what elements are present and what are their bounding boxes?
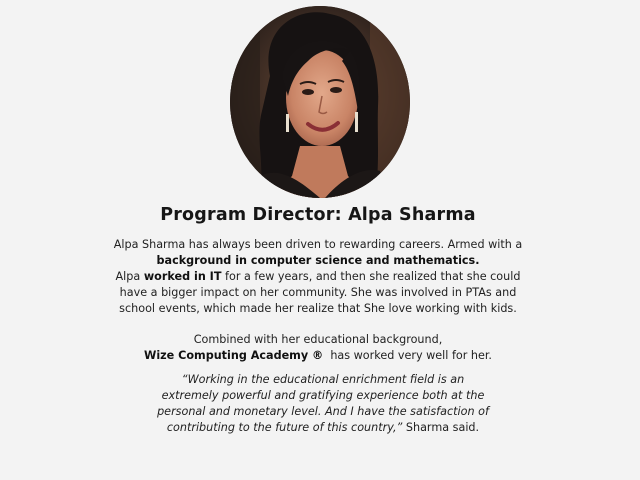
- quote-line: “Working in the educational enrichment field is an: [181, 373, 465, 386]
- bio-emphasis: worked in IT: [143, 270, 222, 283]
- bio-paragraph-1: [0, 237, 636, 317]
- quote-line: [0, 420, 640, 436]
- bio-text-segment: Alpa: [115, 270, 144, 283]
- bio-line: Alpa Sharma has always been driven to rewarding careers. Armed with a: [113, 238, 523, 251]
- quote-line: personal and monetary level. And I have the satisfaction of: [157, 405, 489, 418]
- quote-line: extremely powerful and gratifying experience both at the: [161, 389, 485, 402]
- bio-text: [0, 237, 636, 364]
- quote-attribution: Sharma said.: [402, 421, 480, 434]
- bio-line: [0, 269, 636, 285]
- bio-text-segment: has worked very well for her.: [323, 349, 492, 362]
- bio-line: school events, which made her realize that She love working with kids.: [119, 302, 517, 315]
- bio-line: [0, 253, 636, 269]
- bio-line: Combined with her educational background,: [193, 333, 443, 346]
- bio-line: [0, 348, 636, 364]
- testimonial-quote: [0, 372, 640, 436]
- academy-name: Wize Computing Academy ®: [143, 349, 324, 362]
- bio-paragraph-2: [0, 332, 636, 364]
- portrait-photo-image: [230, 6, 410, 198]
- bio-text-segment: for a few years, and then she realized that she could: [221, 270, 521, 283]
- page-title: Program Director: Alpa Sharma: [160, 205, 476, 225]
- bio-emphasis: background in computer science and mathematics.: [156, 254, 480, 267]
- quote-text-segment: contributing to the future of this country,”: [166, 421, 403, 434]
- bio-line: have a bigger impact on her community. She was involved in PTAs and: [119, 286, 517, 299]
- portrait-photo: [230, 6, 410, 198]
